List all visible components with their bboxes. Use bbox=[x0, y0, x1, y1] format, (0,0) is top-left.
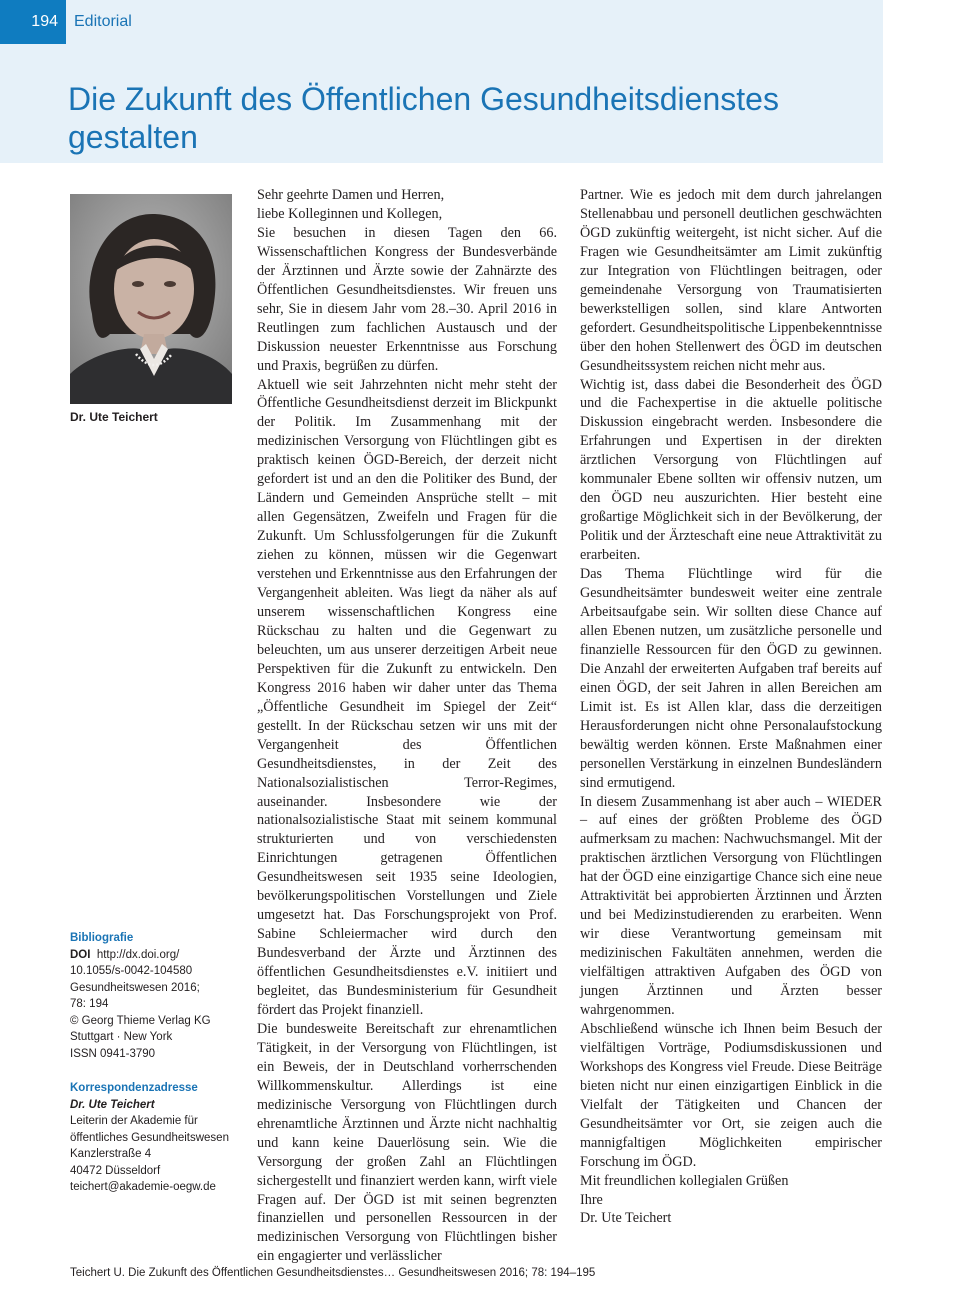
body-paragraph: Wichtig ist, dass dabei die Besonderheit des ÖGD und die Fachexpertise in die aktuelle politische Diskussion eingebracht werden. Insbesondere die Erfahrungen und Expertisen in der direkten ärztlichen Versorgung von Flüchtlingen auf kommunaler Ebene sollten wir offensiv nutzen, um den ÖGD neu auszurichten. Hier besteht eine großartige Möglichkeit sich in der Bevölkerung, der Politik und der Ärzteschaft eine neue Attraktivität zu erarbeiten. bbox=[580, 376, 882, 564]
publisher-cities: Stuttgart · New York bbox=[70, 1031, 173, 1043]
doi-url[interactable]: http://dx.doi.org/ bbox=[96, 948, 180, 961]
author-portrait-image bbox=[70, 194, 232, 404]
issn-line: ISSN 0941-3790 bbox=[70, 1047, 156, 1060]
bibliography-heading: Bibliografie bbox=[70, 932, 134, 944]
email-link[interactable]: teichert@akademie-oegw.de bbox=[70, 1181, 216, 1193]
author-caption: Dr. Ute Teichert bbox=[70, 410, 158, 424]
body-paragraph: In diesem Zusammenhang ist aber auch – WIEDER – auf eines der größten Probleme des ÖGD aufmerksam zu machen: Nachwuchsmangel. Mit der praktischen ärztlichen Versorgung von Flüchtlingen hat der ÖGD eine einzigartige Chance sich eine neue Attraktivität bei approbierten Ärztinnen und Ärzten und bei Medizinstudierenden zu erarbeiten. Wenn wir diese Verantwortung gemeinsam mit medizinischen Fakultäten annehmen, werden die vielfältigen attraktiven Aufgaben des ÖGD von jungen Ärztinnen und Ärzten besser wahrgenommen. bbox=[580, 793, 882, 1018]
closing-line: Mit freundlichen kollegialen Grüßen bbox=[580, 1172, 789, 1189]
page-number: 194 bbox=[0, 0, 66, 44]
article-column-2 bbox=[580, 186, 882, 1228]
doi-line bbox=[70, 947, 250, 964]
body-paragraph: Das Thema Flüchtlinge wird für die Gesundheitsämter bundesweit weiter eine zentrale Arbeitsaufgabe sein. Wir sollten diese Chance auf allen Ebenen nutzen, um zusätzliche personelle und finanzielle Ressourcen für den ÖGD zu gewinnen. Die Anzahl der erweiterten Aufgaben traf bereits auf einen ÖGD, der seit Jahren in allen Bereichen am Limit ist. Es ist Allen klar, dass die derzeitigen Herausforderungen nicht ohne Personalaufstockung bewältig werden können. Erste Maßnahmen einer personellen Verstärkung in einzelnen Bundesländern sind ermutigend. bbox=[580, 566, 882, 791]
body-paragraph: Die bundesweite Bereitschaft zur ehrenamtlichen Tätigkeit, in der Versorgung von Flüchtlingen, ist ein Beweis, der in Deutschland vorherrschenden Willkommenskultur. Allerdings ist eine medizinische Versorgung von Flüchtlingen durch ehrenamtliche Ärztinnen und Ärzte nicht nachhaltig und kann keine Dauerlösung sein. Wie die Versorgung der großen Zahl an Flüchtlingen sichergestellt und finanziert werden kann, wirft viele Fragen auf. Der ÖGD ist mit seinen begrenzten finanziellen und personellen Ressourcen in der medizinischen Versorgung von Flüchtlingen bisher ein engagierter und verlässlicher bbox=[257, 1020, 557, 1265]
address-street: Kanzlerstraße 4 bbox=[70, 1148, 152, 1160]
correspondence-heading: Korrespondenzadresse bbox=[70, 1082, 198, 1094]
journal-line: 78: 194 bbox=[70, 998, 109, 1010]
closing-line: Ihre bbox=[580, 1191, 603, 1208]
section-label: Editorial bbox=[74, 13, 132, 30]
article-title: Die Zukunft des Öffentlichen Gesundheitsdienstes gestalten bbox=[68, 81, 779, 155]
body-paragraph: Sie besuchen in diesen Tagen den 66. Wissenschaftlichen Kongress der Bundesverbände der Ärztinnen und Ärzte sowie der Zahnärzte des Öffentlichen Gesundheitsdienstes. Wir freuen uns sehr, Sie in diesem Jahr vom 28.–30. April 2016 in Reutlingen zum fachlichen Austausch und der Diskussion neuester Erkenntnisse aus Forschung und Praxis, begrüßen zu dürfen. bbox=[257, 224, 557, 374]
salutation-line-2: liebe Kolleginnen und Kollegen, bbox=[257, 205, 443, 222]
address-city: 40472 Düsseldorf bbox=[70, 1164, 161, 1177]
author-photo bbox=[70, 194, 232, 404]
salutation-line-1: Sehr geehrte Damen und Herren, bbox=[257, 187, 445, 203]
doi-label: DOI bbox=[70, 948, 91, 961]
body-paragraph: Abschließend wünsche ich Ihnen beim Besuch der vielfältigen Vorträge, Podiumsdiskussionen und Workshops des Kongress viel Freude. Diese Beiträge bieten nicht nur einen einzigartigen Einblick in die Vielfalt der Tätigkeiten und Chancen der Gesundheitsämter vor Ort, sie zeigen auch die mannigfaltigen Möglichkeiten empirischer Forschung im ÖGD. bbox=[580, 1020, 882, 1170]
signature-name: Dr. Ute Teichert bbox=[580, 1210, 672, 1227]
copyright-line: © Georg Thieme Verlag KG bbox=[70, 1014, 211, 1027]
address-line: öffentliches Gesundheitswesen bbox=[70, 1131, 229, 1144]
article-column-1 bbox=[257, 186, 557, 1266]
correspondence-name: Dr. Ute Teichert bbox=[70, 1098, 155, 1111]
bibliography-box bbox=[70, 930, 250, 1062]
doi-id[interactable]: 10.1055/s-0042-104580 bbox=[70, 965, 193, 977]
correspondence-box bbox=[70, 1080, 250, 1196]
body-paragraph: Partner. Wie es jedoch mit dem durch jahrelangen Stellenabbau und personell deutlichen geschwächten ÖGD zukünftig weitergeht, ist nicht sicher. Auf die Fragen wie Gesundheitsämter am Limit zukünftig zur Integration von Flüchtlingen beitragen, oder gemeindenahe Versorgung von Traumatisierten bewerkstelligen sollen, sind klare Antworten gefordert. Gesundheitspolitische Lippenbekenntnisse über den hohen Stellenwert des ÖGD im deutschen Gesundheitssystem reichen nicht mehr aus. bbox=[580, 187, 882, 374]
address-line: Leiterin der Akademie für bbox=[70, 1115, 198, 1127]
body-paragraph: Aktuell wie seit Jahrzehnten nicht mehr steht der Öffentliche Gesundheitsdienst derzeit im Blickpunkt der Politik. Im Zusammenhang mit der medizinischen Versorgung von Flüchtlingen gibt es praktisch keinen ÖGD-Bereich, der derzeit nicht gefordert ist und an den die Politiker des Bund, der Ländern und Gemeinden Ansprüche stellt – mit allen Gegensätzen, Zweifeln und Fragen für die Zukunft. Um Schlussfolgerungen für die Zukunft ziehen zu können, müssen wir die Gegenwart verstehen und Erkenntnisse aus den Erfahrungen der Vergangenheit ableiten. Was liegt da näher als auf unserem wissenschaftlichen Kongress eine Rückschau zu halten und die Gegenwart zu beleuchten, um aus unserer derzeitigen Arbeit neue Perspektiven für die Zukunft zu entwickeln. Den Kongress 2016 haben wir daher unter das Thema „Öffentliche Gesundheit im Spiegel der Zeit“ gestellt. In der Rückschau setzen wir uns mit der Vergangenheit des Öffentlichen Gesundheitsdienstes, in der Zeit des Nationalsozialistischen Terror-Regimes, auseinander. Insbesondere wie der nationalsozialistische Staat mit seinem kommunal strukturierten und von verschiedensten Einrichtungen getragenen Öffentlichen Gesundheitswesen seit 1935 seine Ideologien, bevölkerungspolitischen Vorstellungen und Ziele umgesetzt hat. Das Forschungsprojekt von Prof. Sabine Schleiermacher wird durch den Bundesverband der Ärzte und Ärztinnen des öffentlichen Gesundheitsdienstes e.V. initiiert und begleitet, das Bundesministerium für Gesundheit fördert das Projekt finanziell. bbox=[257, 376, 557, 1018]
journal-line: Gesundheitswesen 2016; bbox=[70, 981, 200, 994]
footer-citation: Teichert U. Die Zukunft des Öffentlichen Gesundheitsdienstes… Gesundheitswesen 2016; 78: 194–195 bbox=[70, 1267, 596, 1279]
